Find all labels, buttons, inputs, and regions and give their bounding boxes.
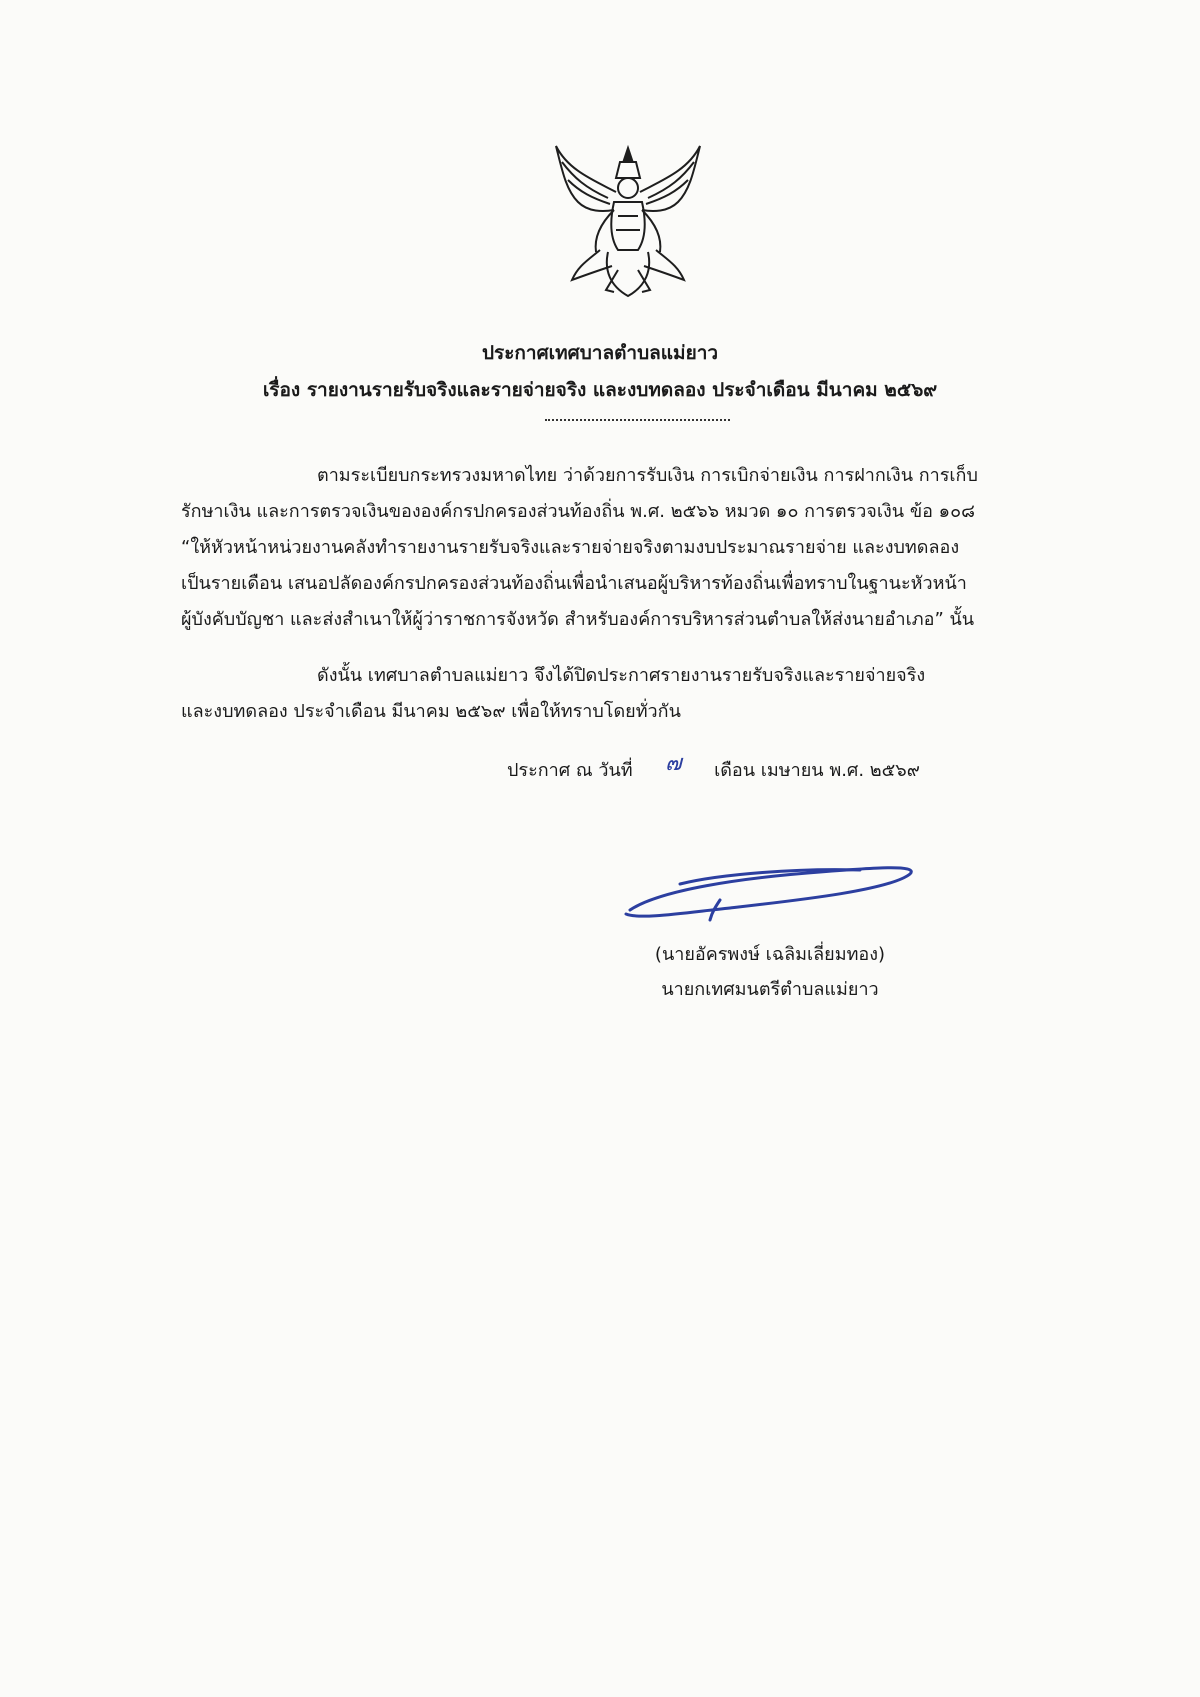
garuda-emblem-icon [548,140,708,305]
paragraph-line: ตามระเบียบกระทรวงมหาดไทย ว่าด้วยการรับเงิน การเบิกจ่ายเงิน การฝากเงิน การเก็บ [317,465,978,486]
signer-position: นายกเทศมนตรีตำบลแม่ยาว [661,979,879,1000]
paragraph-line: ผู้บังคับบัญชา และส่งสำเนาให้ผู้ว่าราชการจังหวัด สำหรับองค์การบริหารส่วนตำบลให้ส่งนายอำเภอ” นั้น [181,609,975,630]
announcement-subject: เรื่อง รายงานรายรับจริงและรายจ่ายจริง และงบทดลอง ประจำเดือน มีนาคม ๒๕๖๙ [262,379,938,401]
announcement-title: ประกาศเทศบาลตำบลแม่ยาว [481,342,719,364]
paragraph-line: “ให้หัวหน้าหน่วยงานคลังทำรายงานรายรับจริงและรายจ่ายจริงตามงบประมาณรายจ่าย และงบทดลอง [181,537,960,558]
paragraph-line: เป็นรายเดือน เสนอปลัดองค์กรปกครองส่วนท้องถิ่นเพื่อนำเสนอผู้บริหารท้องถิ่นเพื่อทราบในฐานะหัวหน้า [181,573,967,594]
body-paragraph-2 [181,658,1051,730]
handwritten-signature [620,850,930,930]
body-paragraph-1 [181,458,1051,638]
paragraph-line: ดังนั้น เทศบาลตำบลแม่ยาว จึงได้ปิดประกาศรายงานรายรับจริงและรายจ่ายจริง [317,665,926,686]
dotted-divider [545,419,730,421]
paragraph-line: รักษาเงิน และการตรวจเงินขององค์กรปกครองส่วนท้องถิ่น พ.ศ. ๒๕๖๖ หมวด ๑๐ การตรวจเงิน ข้อ ๑๐๘ [181,501,975,522]
handwritten-day: ๗ [665,751,682,776]
dateline-suffix: เดือน เมษายน พ.ศ. ๒๕๖๙ [714,760,920,781]
signer-name: (นายอัครพงษ์ เฉลิมเลี่ยมทอง) [654,944,886,965]
paragraph-line: และงบทดลอง ประจำเดือน มีนาคม ๒๕๖๙ เพื่อให้ทราบโดยทั่วกัน [181,701,681,722]
announcement-dateline [507,751,920,786]
dateline-prefix: ประกาศ ณ วันที่ [507,760,633,781]
